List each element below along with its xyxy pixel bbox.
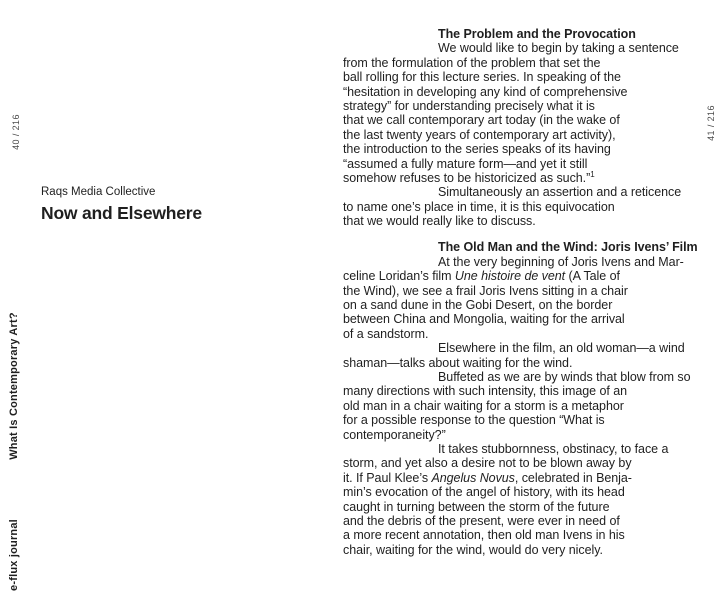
text-segment: , celebrated in Benja- [514, 470, 632, 485]
text-line [343, 113, 679, 127]
text-segment: “hesitation in developing any kind of comprehensive [343, 84, 628, 99]
text-segment: Buffeted as we are by winds that blow from so [438, 369, 691, 384]
text-segment: chair, waiting for the wind, would do very nicely. [343, 542, 603, 557]
text-segment: on a sand dune in the Gobi Desert, on the border [343, 298, 613, 313]
article-title: Now and Elsewhere [41, 203, 202, 223]
text-line [343, 442, 679, 456]
text-segment: it. If Paul Klee’s [343, 470, 432, 485]
article-author: Raqs Media Collective [41, 186, 156, 198]
text-line [343, 254, 684, 269]
text-line [343, 298, 679, 312]
text-line [343, 142, 679, 156]
section-heading [343, 240, 698, 255]
text-line [343, 500, 679, 514]
text-segment: contemporaneity?” [343, 427, 446, 442]
text-line [343, 341, 685, 356]
text-segment: somehow refuses to be historicized as such.” [343, 170, 591, 185]
text-line [343, 384, 679, 398]
text-line [343, 312, 679, 326]
text-segment: the introduction to the series speaks of its having [343, 142, 611, 157]
text-line [343, 269, 679, 283]
text-segment: ball rolling for this lecture series. In speaking of the [343, 70, 621, 85]
text-segment: between China and Mongolia, waiting for the arrival [343, 312, 625, 327]
text-line [343, 543, 679, 557]
text-segment: a more recent annotation, then old man Ivens in his [343, 528, 625, 543]
text-line [343, 214, 679, 228]
text-segment: that we would really like to discuss. [343, 214, 536, 229]
journal-name-vertical: e-flux journal [8, 519, 20, 591]
left-page-number: 40 / 216 [11, 114, 21, 150]
right-page-number: 41 / 216 [706, 105, 716, 141]
text-segment: strategy” for understanding precisely what it is [343, 98, 595, 113]
text-segment: and the debris of the present, were ever in need of [343, 513, 620, 528]
text-line [343, 41, 679, 55]
article-body [343, 27, 698, 557]
text-segment: Simultaneously an assertion and a reticence [438, 185, 682, 200]
text-segment: that we call contemporary art today (in the wake of [343, 113, 620, 128]
section-heading [343, 27, 679, 41]
text-segment: shaman—talks about waiting for the wind. [343, 355, 573, 370]
text-segment: of a sandstorm. [343, 326, 429, 341]
text-segment: the last twenty years of contemporary art activity), [343, 127, 616, 142]
text-segment: storm, and yet also a desire not to be blown away by [343, 456, 632, 471]
text-line [343, 471, 679, 485]
section-gap [343, 228, 679, 240]
text-segment: from the formulation of the problem that set the [343, 55, 601, 70]
text-line [343, 284, 679, 298]
italic-text: Une histoire de vent [454, 269, 566, 284]
text-segment: The Old Man and the Wind: Joris Ivens’ Film [438, 240, 698, 255]
text-segment: the Wind), we see a frail Joris Ivens sitting in a chair [343, 283, 628, 298]
text-line [343, 99, 679, 113]
text-line [343, 369, 691, 384]
text-segment: We would like to begin by taking a sentence [438, 41, 679, 56]
text-line [343, 128, 679, 142]
text-line [343, 157, 679, 171]
article-byline [41, 186, 202, 224]
text-line [343, 70, 679, 84]
italic-text: Angelus Novus [431, 470, 515, 485]
text-segment: “assumed a fully mature form—and yet it still [343, 156, 588, 171]
text-line [343, 514, 679, 528]
text-line [343, 399, 679, 413]
text-segment: At the very beginning of Joris Ivens and Mar- [438, 254, 684, 269]
text-line [343, 356, 679, 370]
text-line [343, 485, 679, 499]
text-line [343, 56, 679, 70]
text-line [343, 413, 679, 427]
text-line [343, 327, 679, 341]
text-line [343, 456, 679, 470]
text-line [343, 85, 679, 99]
text-line [343, 200, 679, 214]
text-segment: many directions with such intensity, this image of an [343, 384, 628, 399]
text-line [343, 428, 679, 442]
text-line [343, 171, 679, 185]
text-segment: Elsewhere in the film, an old woman—a wind [438, 341, 685, 356]
text-segment: (A Tale of [565, 269, 620, 284]
text-segment: for a possible response to the question “What is [343, 413, 605, 428]
text-segment: min’s evocation of the angel of history, with its head [343, 485, 625, 500]
text-segment: old man in a chair waiting for a storm is a metaphor [343, 398, 624, 413]
text-line [343, 528, 679, 542]
text-segment: to name one’s place in time, it is this equivocation [343, 199, 615, 214]
text-line [343, 185, 682, 200]
text-segment: caught in turning between the storm of the future [343, 499, 610, 514]
series-title-vertical: What Is Contemporary Art? [8, 312, 20, 460]
footnote-marker: 1 [590, 169, 595, 179]
text-segment: The Problem and the Provocation [438, 27, 636, 41]
text-segment: It takes stubbornness, obstinacy, to face a [438, 441, 669, 456]
text-segment: celine Loridan’s film [343, 269, 455, 284]
